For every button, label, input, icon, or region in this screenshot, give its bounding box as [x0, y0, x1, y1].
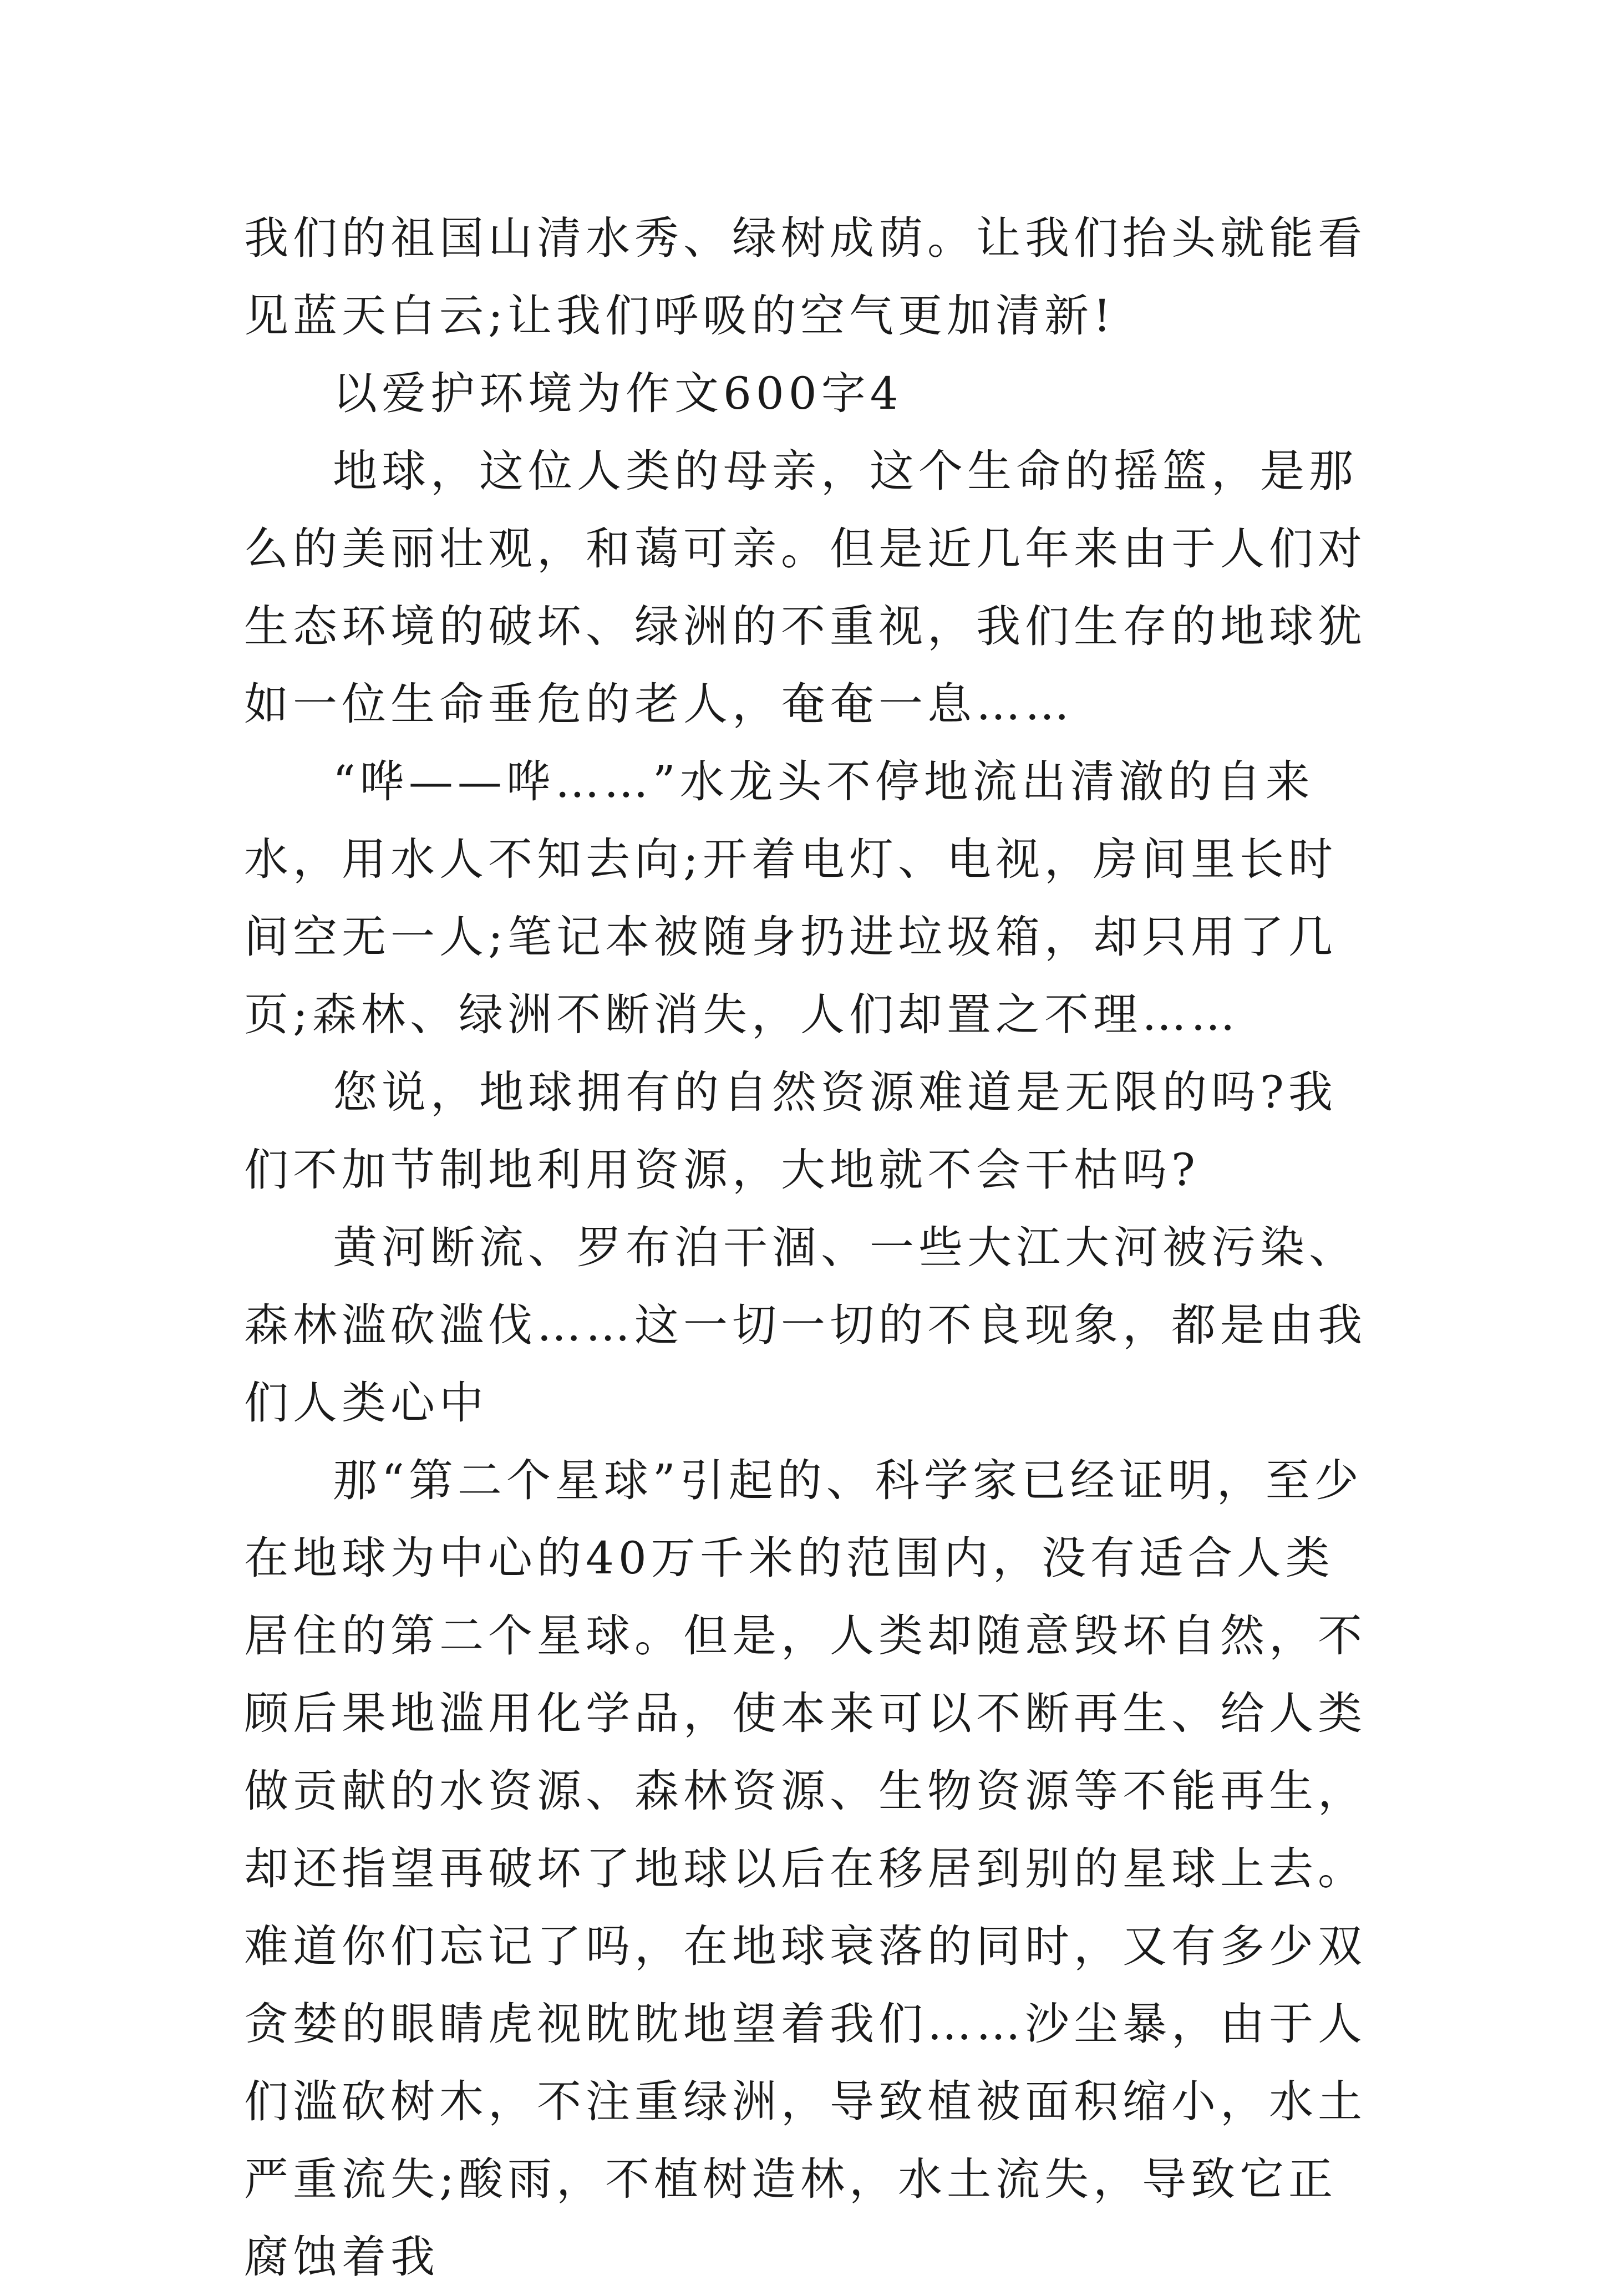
paragraph: 那“第二个星球”引起的、科学家已经证明，至少在地球为中心的40万千米的范围内，没有适合人类居住的第二个星球。但是，人类却随意毁坏自然，不顾后果地滥用化学品，使本来可以不断再生、给人类做贡献的水资源、森林资源、生物资源等不能再生，却还指望再破坏了地球以后在移居到别的星球上去。难道你们忘记了吗，在地球衰落的同时，又有多少双贪婪的眼睛虎视眈眈地望着我们……沙尘暴，由于人们滥砍树木，不注重绿洲，导致植被面积缩小，水土严重流失;酸雨，不植树造林，水土流失，导致它正腐蚀着我: [244, 1455, 1367, 2283]
paragraph: “哗——哗……”水龙头不停地流出清澈的自来水，用水人不知去向;开着电灯、电视，房间里长时间空无一人;笔记本被随身扔进垃圾箱，却只用了几页;森林、绿洲不断消失，人们却置之不理……: [244, 756, 1337, 1040]
section-heading: 以爱护环境为作文600字4: [333, 368, 903, 419]
paragraph: 黄河断流、罗布泊干涸、一些大江大河被污染、森林滥砍滥伐……这一切一切的不良现象，都是由我们人类心中: [244, 1222, 1367, 1429]
body-text: [244, 200, 1367, 2296]
paragraph: 您说，地球拥有的自然资源难道是无限的吗?我们不加节制地利用资源，大地就不会干枯吗?: [244, 1066, 1337, 1196]
paragraph: 地球，这位人类的母亲，这个生命的摇篮，是那么的美丽壮观，和蔼可亲。但是近几年来由于人们对生态环境的破坏、绿洲的不重视，我们生存的地球犹如一位生命垂危的老人，奄奄一息……: [244, 445, 1367, 730]
paragraph: 我们的祖国山清水秀、绿树成荫。让我们抬头就能看见蓝天白云;让我们呼吸的空气更加清新!: [244, 212, 1367, 342]
